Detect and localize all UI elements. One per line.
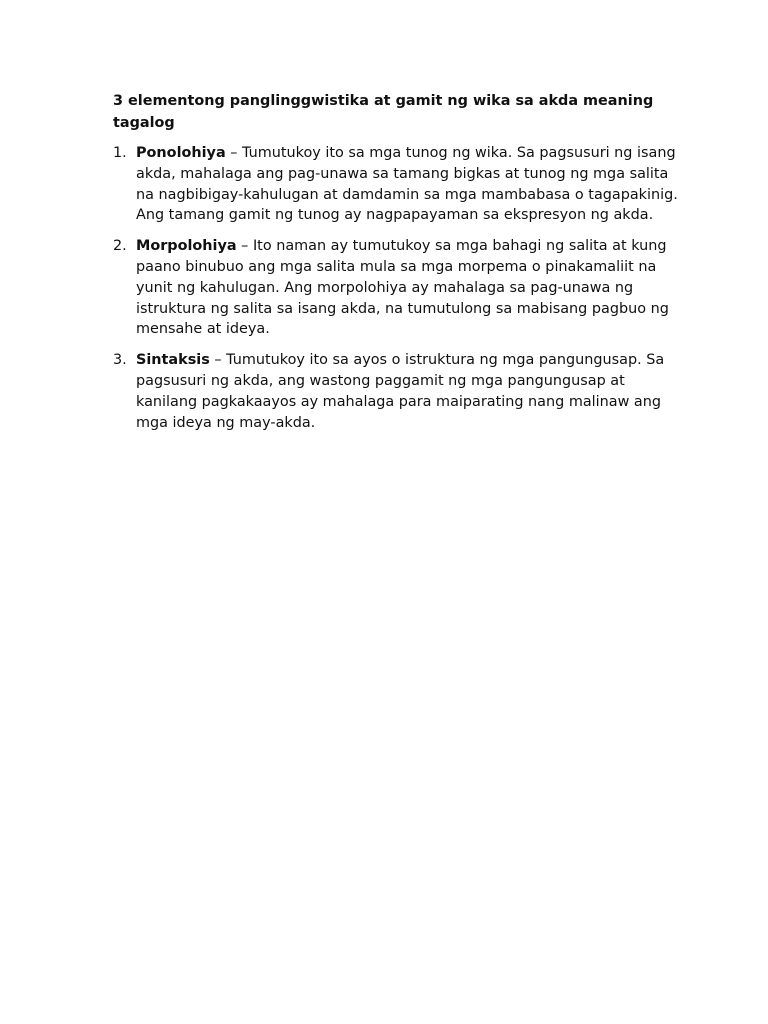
list-item-description: – Tumutukoy ito sa ayos o istruktura ng mga pangungusap. Sa pagsusuri ng akda, ang wastong paggamit ng mga pangungusap at kanilang pagkakaayos ay mahalaga para maiparating nang malinaw ang mga ideya ng may-akda. xyxy=(136,352,665,431)
list-item-description: – Tumutukoy ito sa mga tunog ng wika. Sa pagsusuri ng isang akda, mahalaga ang pag-unawa sa tamang bigkas at tunog ng mga salita na nagbibigay-kahulugan at damdamin sa mga mambabasa o tagapakinig. Ang tamang gamit ng tunog ay nagpapayaman sa ekspresyon ng akda. xyxy=(136,145,678,224)
list-item-description: – Ito naman ay tumutukoy sa mga bahagi ng salita at kung paano binubuo ang mga salita mula sa mga morpema o pinakamaliit na yunit ng kahulugan. Ang morpolohiya ay mahalaga sa pag-unawa ng istruktura ng salita sa isang akda, na tumutulong sa mabisang pagbuo ng mensahe at ideya. xyxy=(136,238,669,338)
list-item-number: 1. xyxy=(113,145,127,161)
element-list xyxy=(113,143,683,433)
document-title: 3 elementong panglinggwistika at gamit ng wika sa akda meaning tagalog xyxy=(113,93,654,131)
list-item-number: 3. xyxy=(113,352,127,369)
document-page xyxy=(113,91,683,443)
list-item-morpolohiya xyxy=(113,236,683,340)
list-item-ponolohiya xyxy=(113,143,683,226)
list-item-sintaksis xyxy=(113,350,683,433)
list-item-number: 2. xyxy=(113,238,127,255)
list-item-term: Ponolohiya xyxy=(136,145,226,161)
list-item-term: Sintaksis xyxy=(136,352,210,369)
list-item-term: Morpolohiya xyxy=(136,238,237,255)
